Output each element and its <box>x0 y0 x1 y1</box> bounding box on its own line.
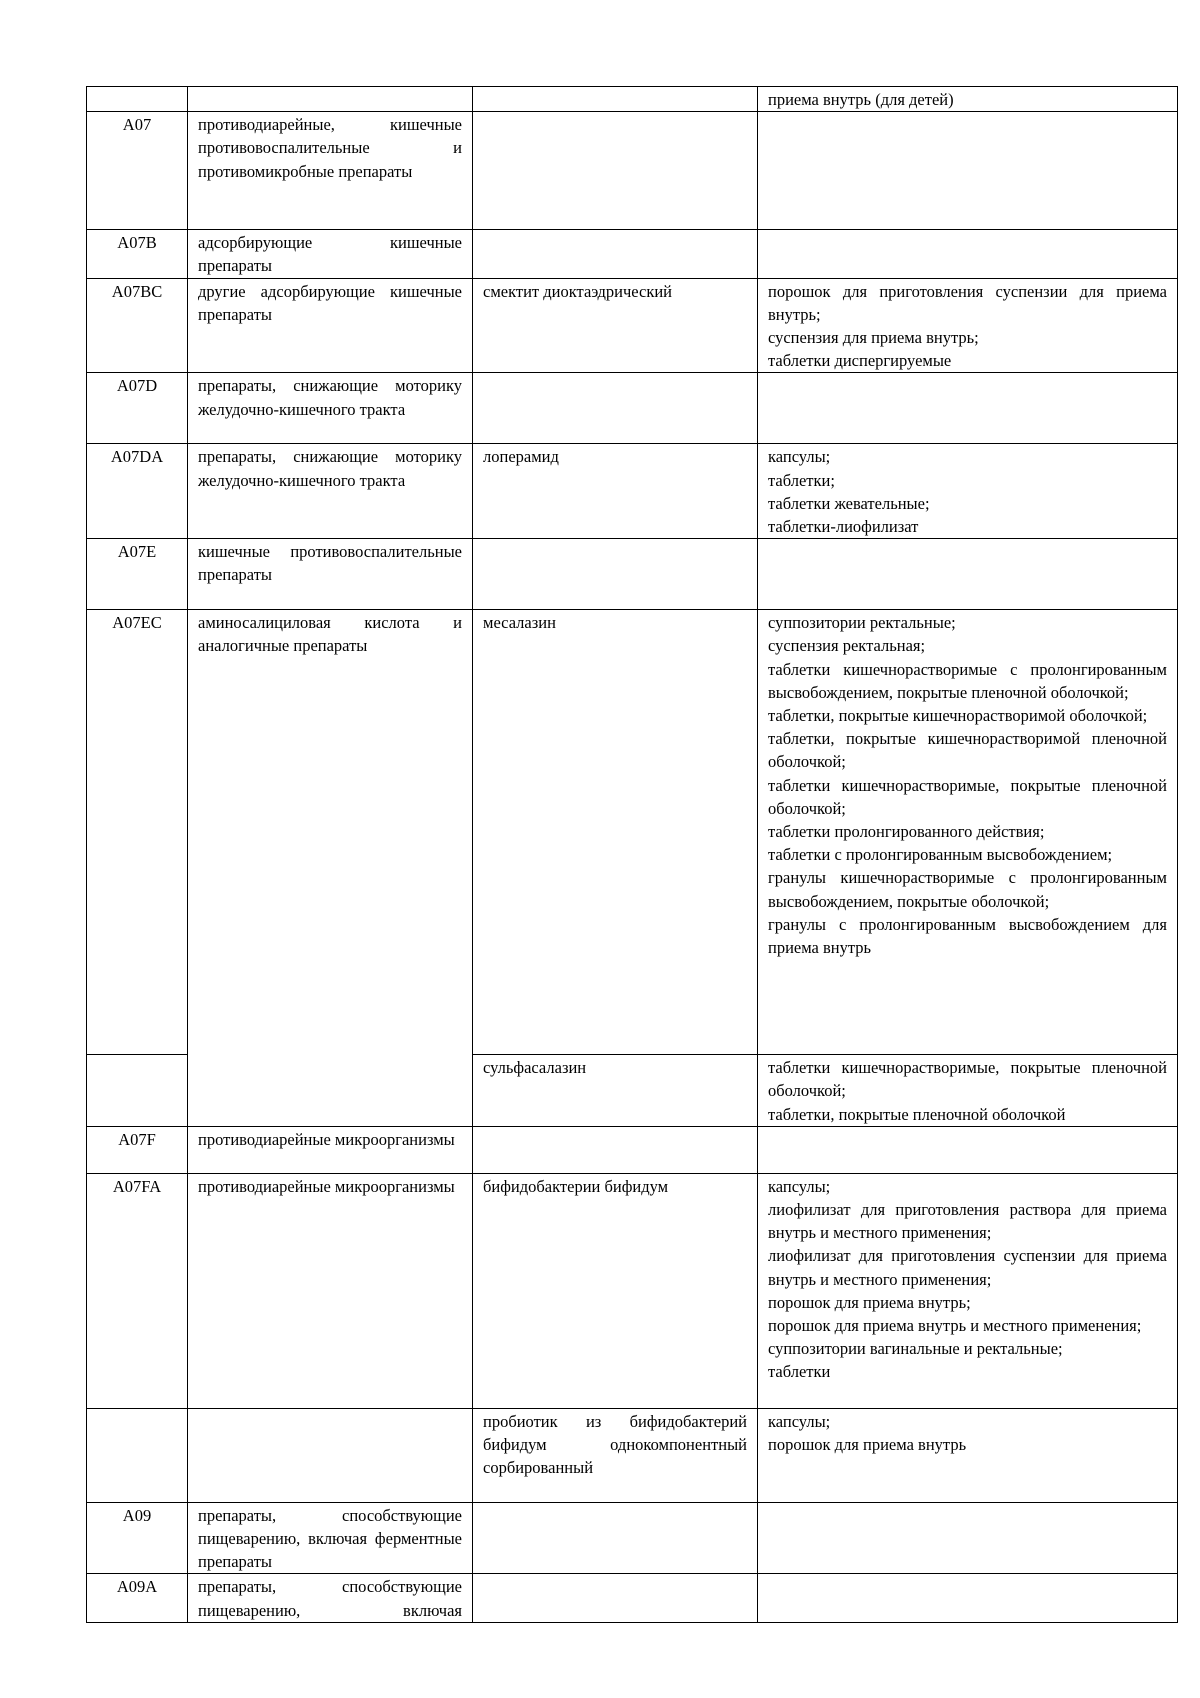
table-row <box>87 539 1178 610</box>
dosage-forms <box>758 1173 1178 1408</box>
table-row <box>87 1574 1178 1622</box>
dosage-forms <box>758 539 1178 610</box>
drug-name <box>473 87 758 112</box>
pharmacological-group: кишечные противовоспалительные препараты <box>188 539 473 610</box>
dosage-form: суппозитории вагинальные и ректальные; <box>768 1339 1063 1359</box>
dosage-form: порошок для приема внутрь <box>768 1435 967 1455</box>
atc-code: A09A <box>87 1574 188 1622</box>
drug-name <box>473 230 758 278</box>
table-row <box>87 1173 1178 1408</box>
dosage-form: суспензия ректальная; <box>768 636 926 656</box>
pharmacological-group: препараты, способствующие пищеварению, включая <box>188 1574 473 1622</box>
dosage-form: капсулы; <box>768 1176 831 1196</box>
dosage-form: таблетки, покрытые кишечнорастворимой оболочкой; <box>768 706 1148 726</box>
atc-code <box>87 87 188 112</box>
dosage-form: суспензия для приема внутрь; <box>768 328 979 348</box>
pharmacological-group <box>188 87 473 112</box>
table-row <box>87 373 1178 444</box>
drug-name <box>473 539 758 610</box>
dosage-forms <box>758 87 1178 112</box>
dosage-forms <box>758 278 1178 373</box>
dosage-form: таблетки кишечнорастворимые с пролонгированным высвобождением, покрытые пленочной оболочкой; <box>768 659 1167 702</box>
dosage-form: таблетки пролонгированного действия; <box>768 822 1045 842</box>
pharmacological-group: противодиарейные, кишечные противовоспалительные и противомикробные препараты <box>188 112 473 230</box>
dosage-form: лиофилизат для приготовления суспензии для приема внутрь и местного применения; <box>768 1246 1167 1289</box>
atc-code: A07FA <box>87 1173 188 1408</box>
dosage-form: таблетки кишечнорастворимые, покрытые пленочной оболочкой; <box>768 1058 1167 1101</box>
pharmacological-group: препараты, снижающие моторику желудочно-кишечного тракта <box>188 444 473 539</box>
drug-name <box>473 1574 758 1622</box>
dosage-form: таблетки <box>768 1362 831 1382</box>
table-row <box>87 230 1178 278</box>
dosage-forms <box>758 610 1178 1055</box>
dosage-forms <box>758 1126 1178 1173</box>
dosage-forms <box>758 112 1178 230</box>
table-row <box>87 278 1178 373</box>
atc-code <box>87 1408 188 1502</box>
dosage-forms <box>758 1574 1178 1622</box>
atc-code: A07F <box>87 1126 188 1173</box>
dosage-forms <box>758 444 1178 539</box>
dosage-form: гранулы с пролонгированным высвобождением для приема внутрь <box>768 914 1167 958</box>
dosage-form: капсулы; <box>768 1411 831 1431</box>
dosage-forms <box>758 230 1178 278</box>
dosage-form: таблетки, покрытые кишечнорастворимой пленочной оболочкой; <box>768 729 1167 772</box>
atc-code: A07BC <box>87 278 188 373</box>
dosage-form: таблетки диспергируемые <box>768 351 952 371</box>
dosage-form: порошок для приготовления суспензии для приема внутрь; <box>768 281 1167 324</box>
drug-list-table <box>86 86 1178 1623</box>
atc-code: A09 <box>87 1502 188 1574</box>
atc-code: A07 <box>87 112 188 230</box>
dosage-form: таблетки кишечнорастворимые, покрытые пленочной оболочкой; <box>768 775 1167 818</box>
table-row <box>87 1408 1178 1502</box>
dosage-form: таблетки; <box>768 470 835 490</box>
dosage-form: таблетки, покрытые пленочной оболочкой <box>768 1104 1066 1124</box>
dosage-form: суппозитории ректальные; <box>768 613 956 633</box>
pharmacological-group: противодиарейные микроорганизмы <box>188 1173 473 1408</box>
drug-name <box>473 112 758 230</box>
atc-code: A07EC <box>87 610 188 1055</box>
pharmacological-group: препараты, способствующие пищеварению, включая ферментные препараты <box>188 1502 473 1574</box>
dosage-form: таблетки с пролонгированным высвобождением; <box>768 845 1113 865</box>
pharmacological-group: адсорбирующие кишечные препараты <box>188 230 473 278</box>
table-row <box>87 1126 1178 1173</box>
dosage-form: порошок для приема внутрь и местного применения; <box>768 1316 1142 1336</box>
atc-code: A07E <box>87 539 188 610</box>
dosage-form: таблетки жевательные; <box>768 493 930 513</box>
dosage-forms <box>758 1502 1178 1574</box>
dosage-forms <box>758 1055 1178 1127</box>
pharmacological-group: другие адсорбирующие кишечные препараты <box>188 278 473 373</box>
dosage-forms <box>758 1408 1178 1502</box>
pharmacological-group: противодиарейные микроорганизмы <box>188 1126 473 1173</box>
atc-code: A07DA <box>87 444 188 539</box>
dosage-form: порошок для приема внутрь; <box>768 1292 971 1312</box>
drug-name: смектит диоктаэдрический <box>473 278 758 373</box>
pharmacological-group <box>188 1408 473 1502</box>
dosage-form: приема внутрь (для детей) <box>768 90 954 109</box>
dosage-forms <box>758 373 1178 444</box>
drug-name <box>473 373 758 444</box>
drug-name <box>473 1126 758 1173</box>
dosage-form: лиофилизат для приготовления раствора для приема внутрь и местного применения; <box>768 1200 1167 1243</box>
drug-name: лоперамид <box>473 444 758 539</box>
atc-code: A07D <box>87 373 188 444</box>
table-row <box>87 444 1178 539</box>
table-row <box>87 1502 1178 1574</box>
atc-code: A07B <box>87 230 188 278</box>
dosage-form: таблетки-лиофилизат <box>768 517 919 537</box>
pharmacological-group: препараты, снижающие моторику желудочно-кишечного тракта <box>188 373 473 444</box>
drug-name: сульфасалазин <box>473 1055 758 1127</box>
table-row <box>87 610 1178 1055</box>
drug-name: месалазин <box>473 610 758 1055</box>
atc-code <box>87 1055 188 1127</box>
dosage-form: гранулы кишечнорастворимые с пролонгированным высвобождением, покрытые оболочкой; <box>768 868 1167 911</box>
table-row <box>87 87 1178 112</box>
table-row <box>87 112 1178 230</box>
dosage-form: капсулы; <box>768 447 831 467</box>
pharmacological-group: аминосалициловая кислота и аналогичные препараты <box>188 610 473 1127</box>
drug-name: бифидобактерии бифидум <box>473 1173 758 1408</box>
drug-name: пробиотик из бифидобактерий бифидум однокомпонентный сорбированный <box>473 1408 758 1502</box>
drug-name <box>473 1502 758 1574</box>
